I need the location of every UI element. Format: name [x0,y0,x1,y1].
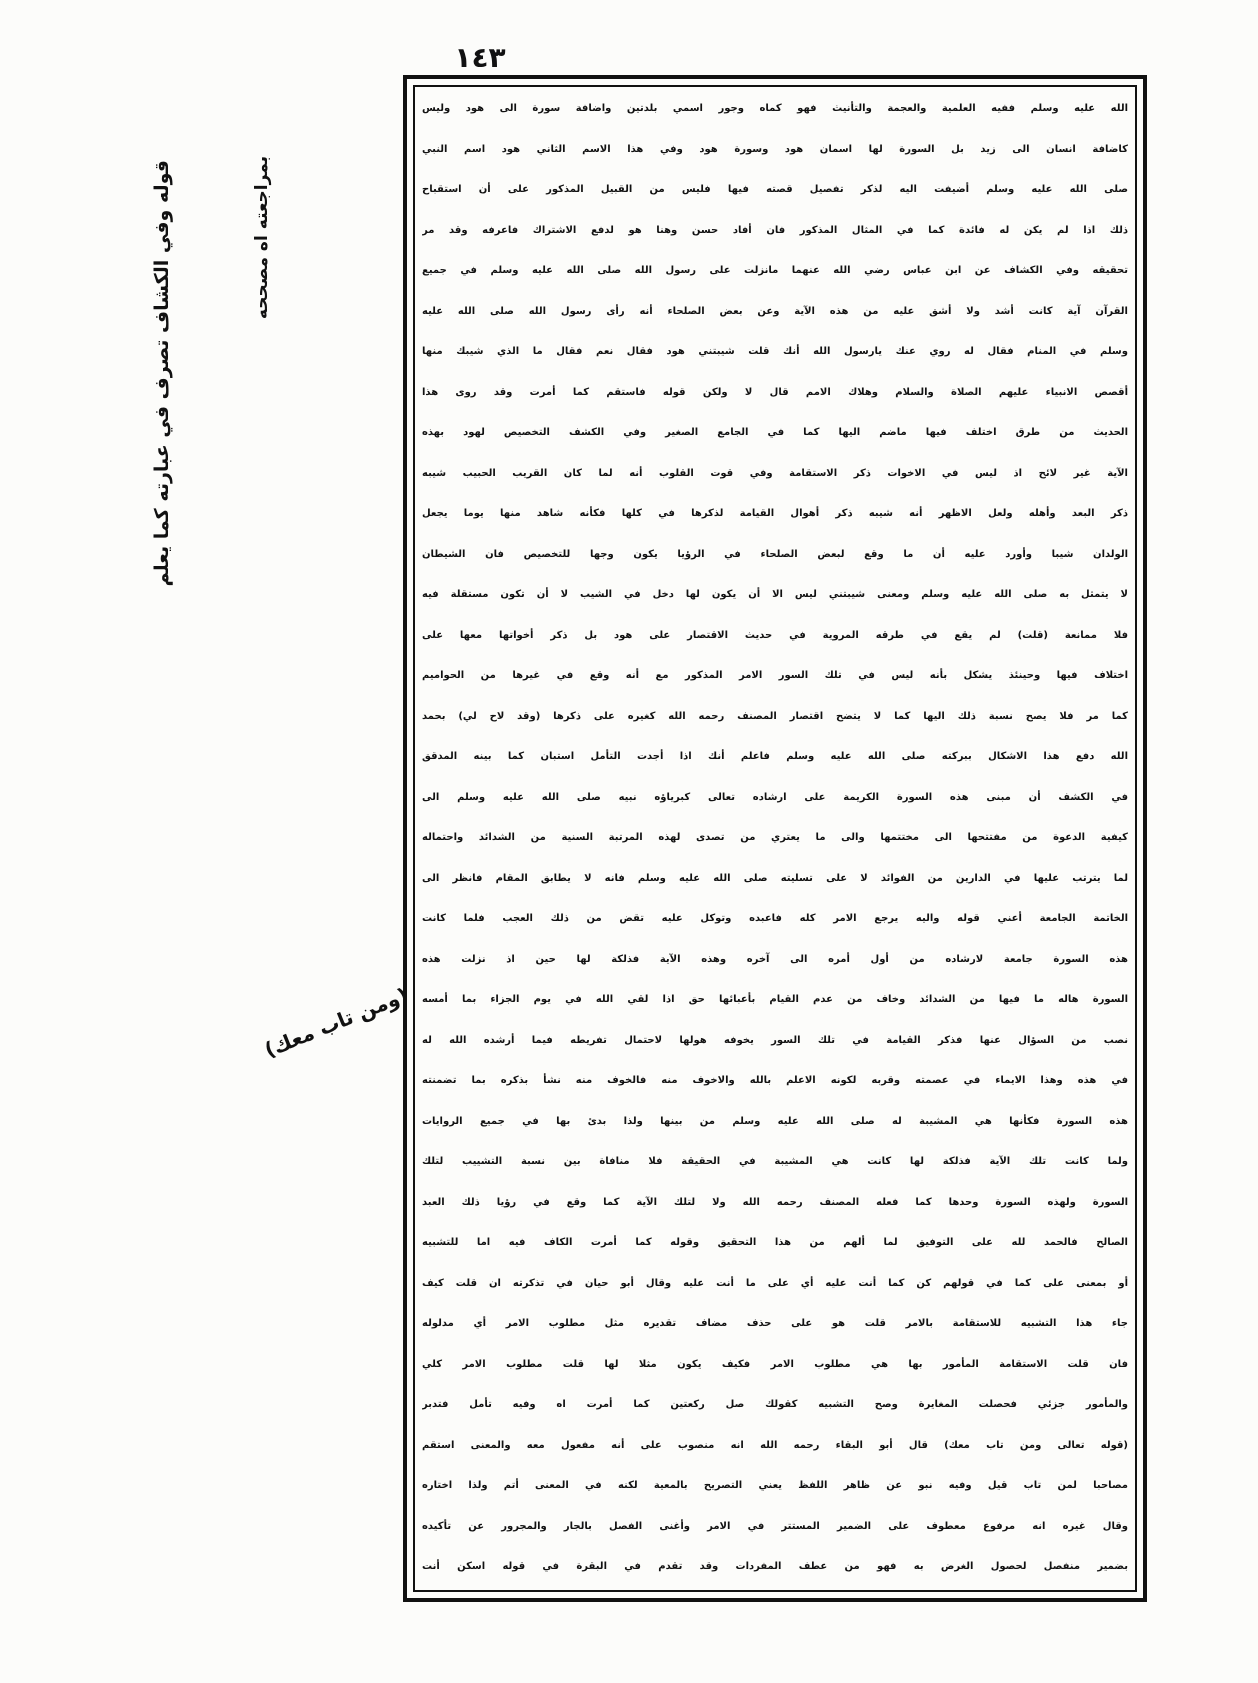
text-line: السورة هاله ما فيها من الشدائد وخاف من عدم القيام بأعبائها حق اذا لقي الله في يوم الجزاء بما أمسه [422,994,1128,1005]
text-line: هذه السورة جامعة لارشاده من أول أمره الى آخره وهذه الآية فذلكة لها حين اذ نزلت هذه [422,953,1128,965]
text-line: والمأمور جزئي فحصلت المغايرة وصح التشبيه كقولك صل ركعتين كما أمرت اه وفيه تأمل فتدبر [422,1399,1128,1410]
text-line: هذه السورة فكأنها هي المشيبة له صلى الله عليه وسلم من بينها ولذا بدئ بها في جميع الروايات [422,1115,1128,1127]
text-line: ذلك اذا لم يكن له فائدة كما في المثال المذكور فان أفاد حسن وهنا هو لدفع الاشتراك فاعرفه وقد مر [422,224,1128,236]
text-line: نصب من السؤال عنها فذكر القيامة في تلك السور يخوفه هولها لاحتمال تفريطه فيما أرشده الله له [422,1034,1128,1046]
text-line: لما يترتب عليها في الدارين من الفوائد لا على تسليته صلى الله عليه وسلم فانه لا يطابق المقام فانظر الى [422,872,1128,884]
page-number: ١٤٣ [454,41,506,74]
text-line: السورة ولهذه السورة وحدها كما فعله المصنف رحمه الله ولا لتلك الآية كما وقع في رؤيا ذلك العبد [422,1196,1128,1208]
text-line: الآية غير لائح اذ ليس في الاخوات ذكر الاستقامة وفي قوت القلوب أنه لما كان القريب الحبيب شيبه [422,467,1128,479]
text-line: كاضافة انسان الى زيد بل السورة لها اسمان هود وسورة هود وفي هذا الاسم الثاني هود اسم النبي [422,143,1128,155]
text-line: في الكشف أن مبنى هذه السورة الكريمة على ارشاده تعالى كبرياؤه نبيه صلى الله عليه وسلم الى [422,791,1128,803]
text-line: وقال غيره انه مرفوع معطوف على الضمير المستتر في الامر وأغنى الفصل بالجار والمجرور عن تأكيده [422,1520,1128,1532]
text-line: القرآن آية كانت أشد ولا أشق عليه من هذه الآية وعن بعض الصلحاء أنه رأى رسول الله صلى الله عليه [422,305,1128,317]
text-line: الحديث من طرق اختلف فيها ماضم اليها كما في الجامع الصغير وفي الكشف التخصيص لهود بهذه [422,427,1128,438]
margin-note-2 [261,982,412,1063]
text-line: جاء هذا التشبيه للاستقامة بالامر قلت هو على حذف مضاف تقديره مثل مطلوب الامر أي مدلوله [422,1318,1128,1329]
text-line: الولدان شيبا وأورد عليه أن ما وقع لبعض الصلحاء في الرؤيا يكون وجها للتخصيص فان الشيطان [422,548,1128,560]
text-frame-inner [413,85,1137,1592]
margin-note-1-line-2: بمراجعته اه مصححه [252,156,272,320]
text-line: وسلم في المنام فقال له روي عنك يارسول الله أنك قلت شيبتني هود فقال نعم فقال ما الذي شيبك منها [422,346,1128,357]
margin-note-1-line-1: قوله وفي الكشاف تصرف في عبارته كما يعلم [151,160,173,587]
text-line: الله عليه وسلم ففيه العلمية والعجمة والتأنيث فهو كماه وجور اسمي بلدتين واضافة سورة الى هود وليس [422,103,1128,114]
margin-note-2-text: (ومن تاب معك) [261,982,412,1063]
text-line: فان قلت الاستقامة المأمور بها هي مطلوب الامر فكيف يكون مثلا لها قلت مطلوب الامر كلي [422,1358,1128,1370]
text-line: ذكر البعد وأهله ولعل الاظهر أنه شيبه ذكر أهوال القيامة لذكرها في كلها فكأنه شاهد منها يوما يجعل [422,508,1128,519]
text-line: بضمير منفصل لحصول الغرض به فهو من عطف المفردات وقد تقدم في البقرة في قوله اسكن أنت [422,1561,1128,1572]
text-line: كيفية الدعوة من مفتتحها الى مختتمها والى ما يعتري من تصدى لهذه المرتبة السنية من الشدائد واحتماله [422,832,1128,843]
text-line: لا يتمثل به صلى الله عليه وسلم ومعنى شيبتني ليس الا أن يكون لها دخل في الشيب لا أن تكون مستقلة فيه [422,589,1128,600]
text-line: (قوله تعالى ومن تاب معك) قال أبو البقاء رحمه الله انه منصوب على أنه مفعول معه والمعنى استقم [422,1439,1128,1451]
text-line: أو بمعنى على كما في قولهم كن كما أنت عليه أي على ما أنت عليه وقال أبو حيان في تذكرته ان قلت كيف [422,1277,1128,1289]
text-line: اختلاف فيها وحينئذ يشكل بأنه ليس في تلك السور الامر المذكور مع أنه وقع في غيرها من الحواميم [422,670,1128,681]
text-line: تحقيقه وفي الكشاف عن ابن عباس رضي الله عنهما مانزلت على رسول الله صلى الله عليه وسلم في جميع [422,265,1128,276]
text-line: مصاحبا لمن تاب قيل وفيه نبو عن ظاهر اللفظ يعني التصريح بالمعية لكنه في المعنى أتم ولذا اختاره [422,1480,1128,1491]
text-line: فلا ممانعة (قلت) لم يقع في طرقه المروية في حديث الاقتصار على هود بل ذكر أخواتها معها على [422,629,1128,641]
text-line: ولما كانت تلك الآية فذلكة لها كانت هي المشيبة في الحقيقة فلا منافاة بين نسبة التشييب لتلك [422,1156,1128,1167]
margin-note-1 [142,160,182,587]
text-line: أقصص الانبياء عليهم الصلاة والسلام وهلاك الامم قال لا ولكن قوله فاستقم كما أمرت وقد روى هذا [422,386,1128,398]
text-line: الله دفع هذا الاشكال ببركته صلى الله عليه وسلم فاعلم أنك اذا أجدت التأمل استبان كما بينه المدقق [422,751,1128,762]
text-line: كما مر فلا يصح نسبة ذلك اليها كما لا يتضح اقتصار المصنف رحمه الله كغيره على ذكرها (وقد لاح لي) بحمد [422,710,1128,722]
text-line: الصالح فالحمد لله على التوفيق لما ألهم من هذا التحقيق وقوله كما أمرت الكاف فيه اما للتشبيه [422,1237,1128,1248]
text-line: صلى الله عليه وسلم أضيفت اليه لذكر تفصيل قصته فيها فليس من القبيل المذكور على أن استقباح [422,184,1128,195]
text-line: الخاتمة الجامعة أعني قوله واليه يرجع الامر كله فاعبده وتوكل عليه تقض من ذلك العجب فلما كانت [422,913,1128,924]
text-line: في هذه وهذا الايماء في عصمته وقربه لكونه الاعلم بالله والاخوف منه فالخوف منه نشأ بذكره بما تضمنته [422,1075,1128,1086]
text-frame-outer [403,75,1147,1602]
margin-note-1-continuation [244,156,280,320]
